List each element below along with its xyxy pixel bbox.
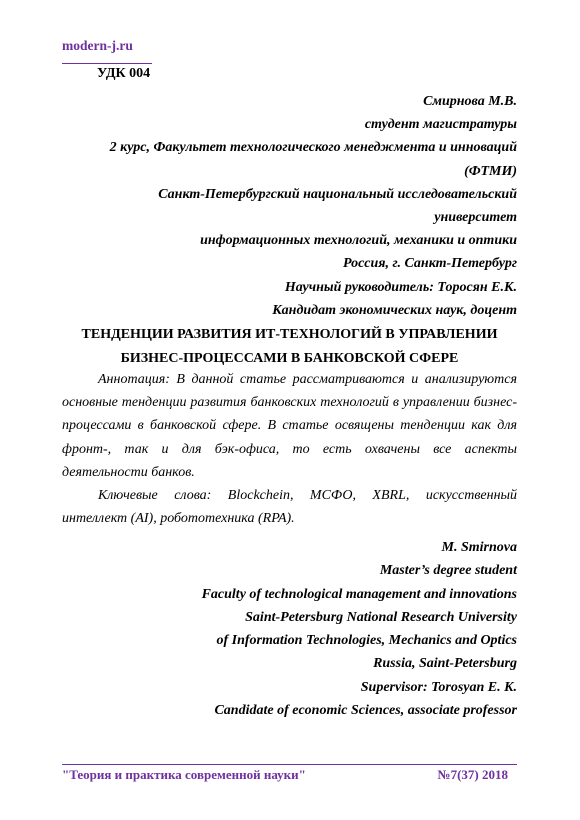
author-university-en: Saint-Petersburg National Research University bbox=[245, 609, 517, 625]
article-title-line-2: БИЗНЕС-ПРОЦЕССАМИ В БАНКОВСКОЙ СФЕРЕ bbox=[120, 351, 459, 366]
abstract-paragraph: Аннотация: В данной статье рассматриваются и анализируются основные тенденции развития банковских технологий в управлении бизнес-процессами в банковской сфере. В статье освящены тенденции как для фронт-, так и для бэк-офиса, то есть охвачены все аспекты деятельности банков. bbox=[62, 372, 517, 480]
site-link[interactable]: modern-j.ru bbox=[62, 38, 133, 53]
author-location-ru: Россия, г. Санкт-Петербург bbox=[343, 256, 517, 272]
supervisor-degree-ru: Кандидат экономических наук, доцент bbox=[272, 302, 517, 318]
supervisor-ru: Научный руководитель: Торосян Е.К. bbox=[284, 279, 517, 295]
author-faculty-en: Faculty of technological management and innovations bbox=[201, 586, 517, 602]
author-name-ru: Смирнова М.В. bbox=[423, 94, 517, 109]
author-name-en: M. Smirnova bbox=[441, 540, 517, 555]
author-university-en-2: of Information Technologies, Mechanics and Optics bbox=[216, 633, 517, 649]
author-faculty-abbr-ru: (ФТМИ) bbox=[464, 163, 517, 179]
supervisor-en: Supervisor: Torosyan E. K. bbox=[360, 679, 517, 695]
footer-issue-number: №7(37) 2018 bbox=[437, 767, 508, 782]
keywords-paragraph: Ключевые слова: Blockchein, МСФО, XBRL, искусственный интеллект (AI), робототехника (RPA). bbox=[62, 488, 517, 527]
author-status-ru: студент магистратуры bbox=[364, 117, 517, 133]
author-info-ru bbox=[62, 90, 517, 322]
author-university-ru-2: университет bbox=[434, 210, 517, 226]
author-university-ru-3: информационных технологий, механики и оптики bbox=[200, 233, 517, 249]
article-title-line-1: ТЕНДЕНЦИИ РАЗВИТИЯ ИТ-ТЕХНОЛОГИЙ В УПРАВЛЕНИИ bbox=[81, 327, 498, 342]
author-status-en: Master’s degree student bbox=[379, 563, 517, 579]
supervisor-degree-en: Candidate of economic Sciences, associate professor bbox=[214, 703, 517, 719]
author-location-en: Russia, Saint-Petersburg bbox=[373, 656, 517, 672]
author-info-en bbox=[62, 536, 517, 722]
author-university-ru: Санкт-Петербургский национальный исследовательский bbox=[158, 186, 517, 202]
footer-journal-name: "Теория и практика современной науки" bbox=[62, 767, 306, 782]
footer-divider bbox=[62, 764, 517, 765]
article-title bbox=[62, 323, 517, 371]
site-underline bbox=[62, 63, 152, 64]
udk-code: УДК 004 bbox=[97, 66, 151, 81]
author-faculty-ru: 2 курс, Факультет технологического менеджмента и инноваций bbox=[109, 140, 517, 156]
